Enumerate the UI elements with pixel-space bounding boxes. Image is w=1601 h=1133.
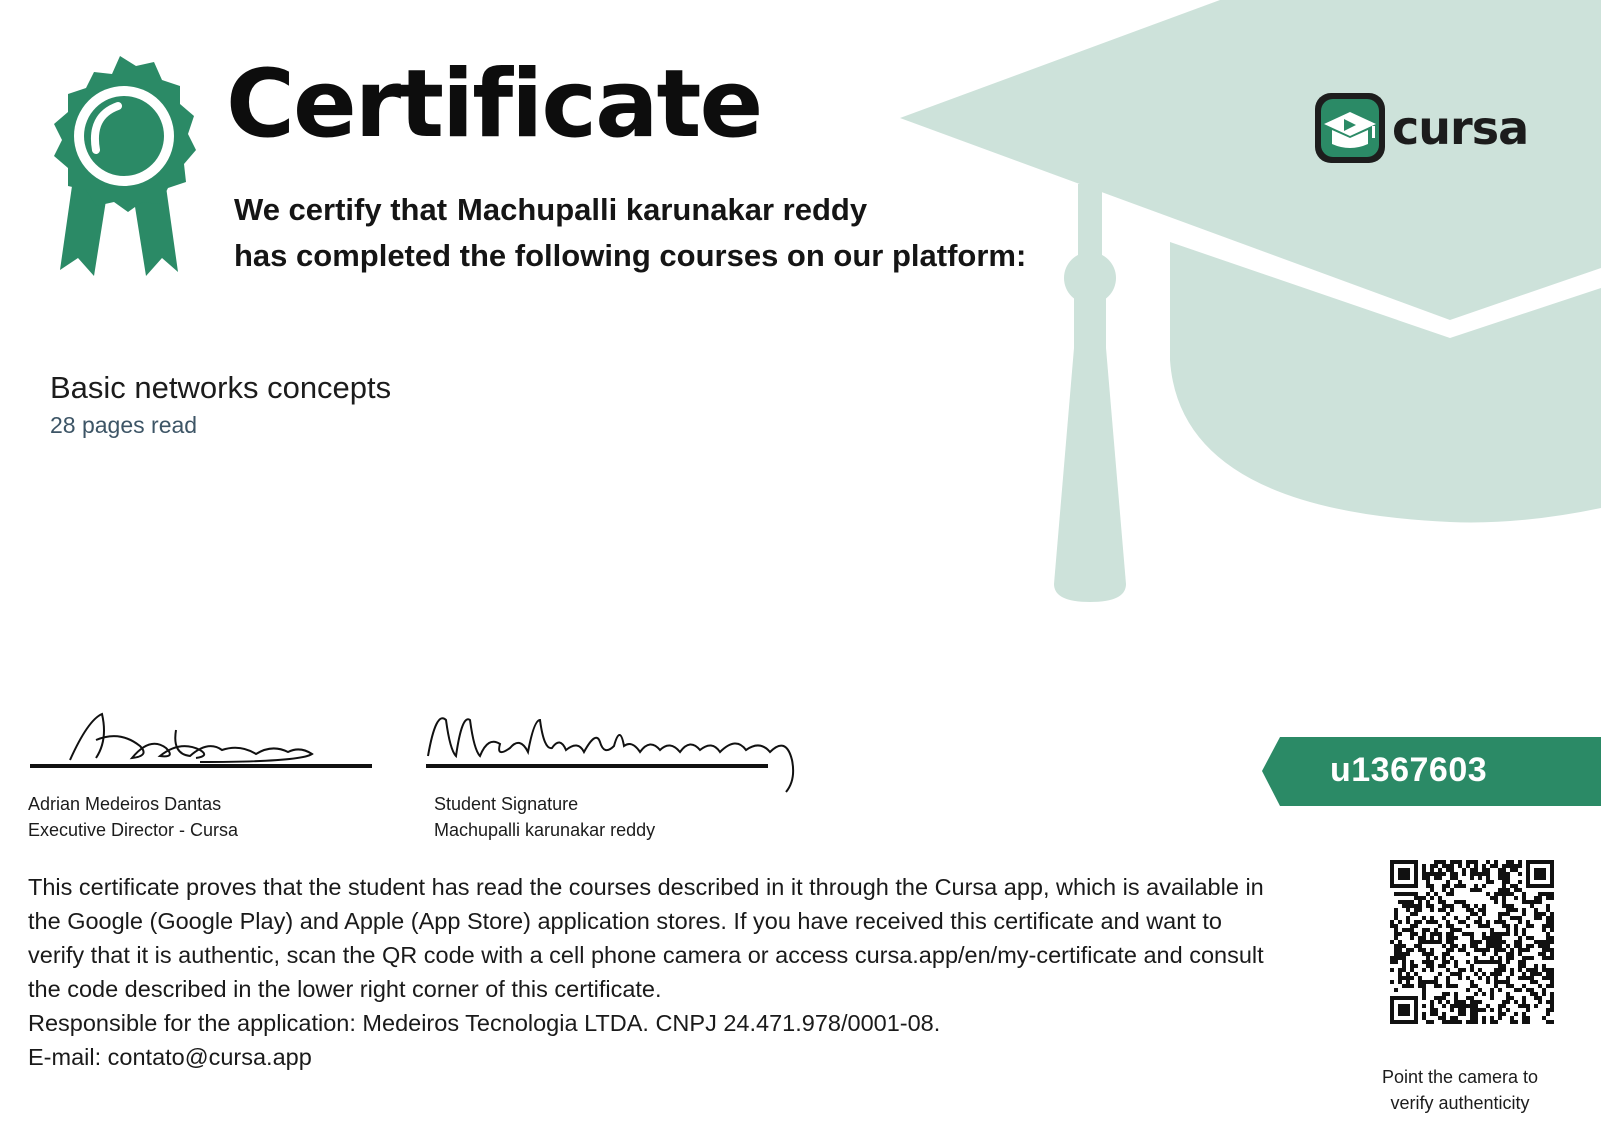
student-signature-label: Student Signature — [434, 794, 579, 814]
director-signature-icon — [30, 714, 372, 766]
student-signature-name: Machupalli karunakar reddy — [434, 820, 656, 840]
notice-line: Responsible for the application: Medeiros Tecnologia LTDA. CNPJ 24.471.978/0001-08. — [28, 1010, 941, 1036]
qr-caption-line: verify authenticity — [1390, 1093, 1530, 1113]
notice-line: the Google (Google Play) and Apple (App Store) application stores. If you have received this certificate and want to — [28, 908, 1222, 934]
notice-line: This certificate proves that the student has read the courses described in it through the Cursa app, which is available in — [28, 874, 1264, 900]
course-title: Basic networks concepts — [50, 370, 392, 405]
certify-prefix: We certify that — [234, 192, 448, 227]
graduation-cap-play-icon — [1312, 90, 1388, 166]
director-role: Executive Director - Cursa — [28, 820, 239, 840]
qr-code-icon[interactable] — [1390, 860, 1554, 1024]
student-signature-icon — [426, 718, 793, 792]
completed-statement: has completed the following courses on our platform: — [234, 238, 1027, 273]
authenticity-notice — [28, 870, 1338, 1074]
certify-statement — [234, 192, 867, 228]
qr-caption-line: Point the camera to — [1381, 1067, 1539, 1087]
notice-line: verify that it is authentic, scan the QR code with a cell phone camera or access cursa.app/en/my-certificate and consult — [28, 942, 1264, 968]
qr-caption — [1350, 1064, 1570, 1116]
certificate-code: u1367603 — [1330, 751, 1488, 789]
certificate-code-badge — [1262, 737, 1601, 806]
brand-logo — [1312, 88, 1528, 168]
student-name: Machupalli karunakar reddy — [457, 192, 868, 227]
brand-name: cursa — [1392, 101, 1529, 155]
director-name: Adrian Medeiros Dantas — [28, 794, 222, 814]
notice-line: the code described in the lower right corner of this certificate. — [28, 976, 662, 1002]
certificate-title: Certificate — [226, 50, 762, 159]
notice-line: E-mail: contato@cursa.app — [28, 1044, 312, 1070]
course-progress: 28 pages read — [50, 412, 198, 438]
award-rosette-icon — [40, 54, 200, 276]
